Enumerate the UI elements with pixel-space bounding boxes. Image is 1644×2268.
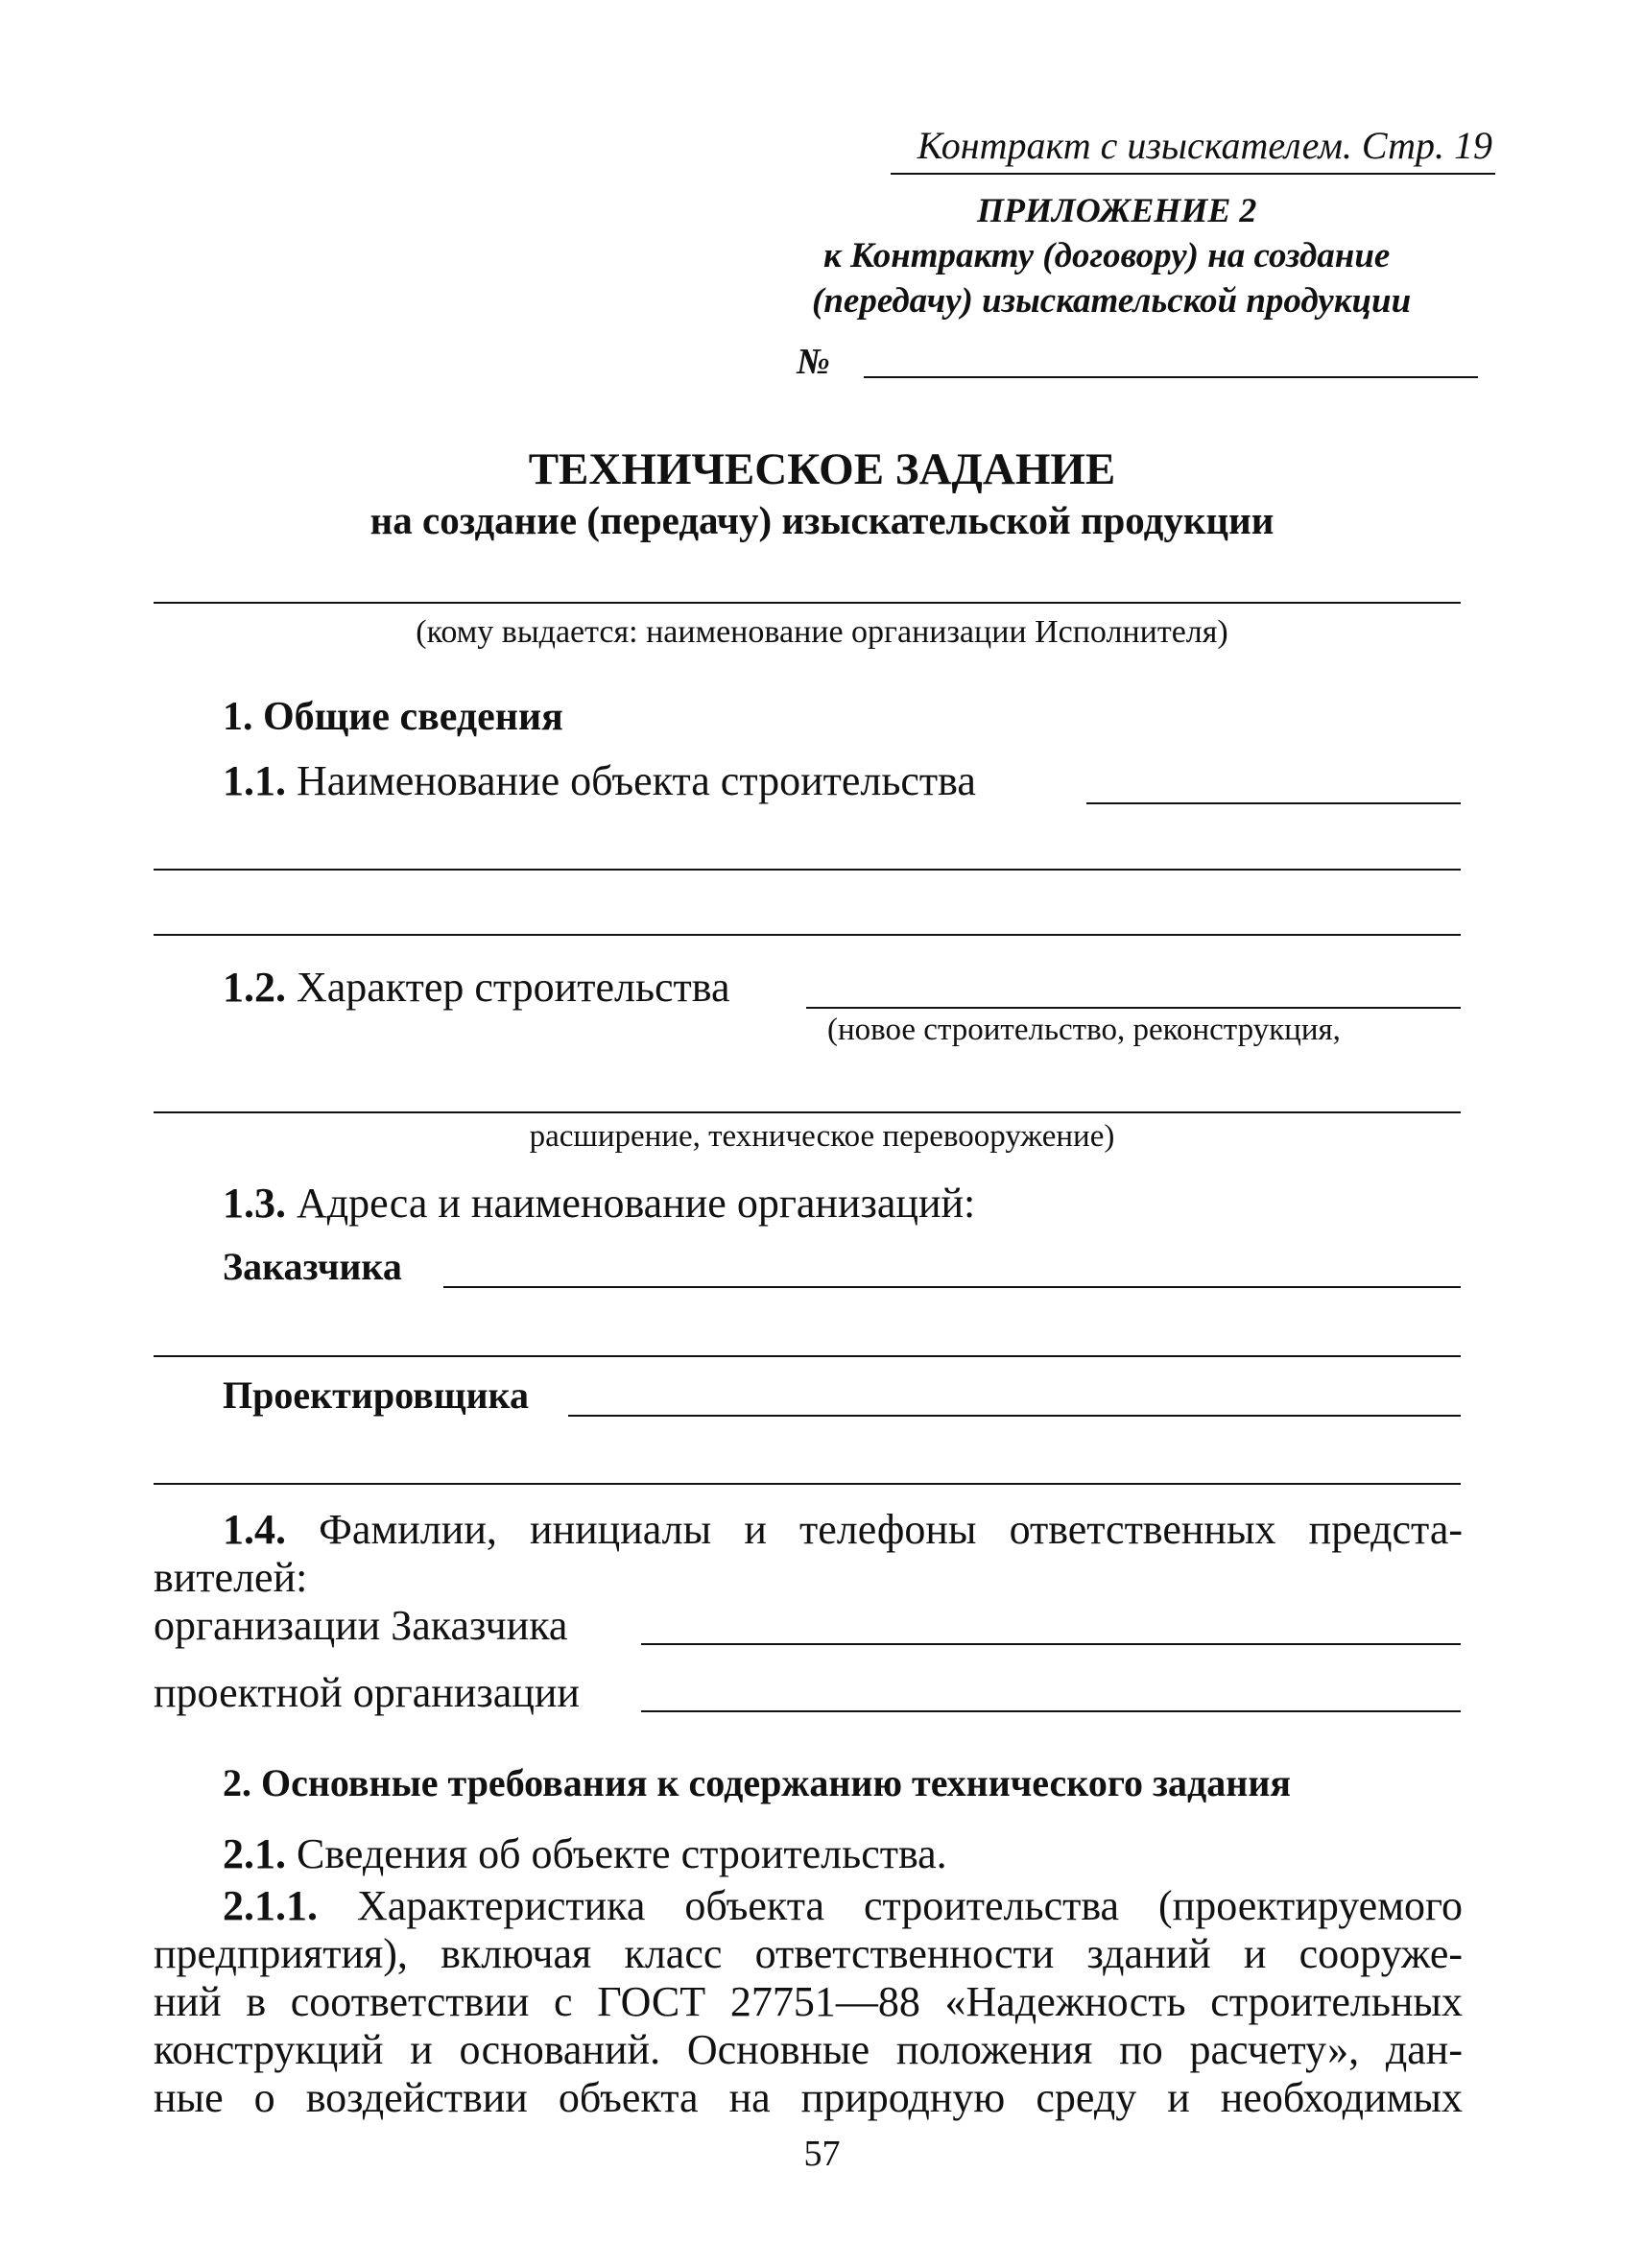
customer-field (443, 1286, 1461, 1288)
appendix-title: ПРИЛОЖЕНИЕ 2 (977, 191, 1257, 229)
object-name-line-2 (154, 869, 1461, 871)
item-2-1-1-number: 2.1.1. (223, 1882, 318, 1929)
item-1-3 (223, 1179, 975, 1228)
designer-field (568, 1415, 1461, 1417)
item-1-2 (223, 963, 730, 1012)
section-1-heading: 1. Общие сведения (223, 695, 563, 739)
appendix-line-1: к Контракту (договору) на создание (823, 236, 1391, 275)
item-2-1-1-text: Характеристика объекта строительства (проектируемого (356, 1882, 1463, 1929)
item-1-1 (223, 756, 976, 805)
item-1-4-number: 1.4. (223, 1506, 286, 1553)
number-field (864, 376, 1478, 378)
issued-to-caption: (кому выдается: наименование организации Исполнителя) (416, 614, 1228, 650)
designer-label: Проектировщика (223, 1373, 529, 1417)
running-head: Контракт с изыскателем. Стр. 19 (917, 124, 1492, 167)
design-org-label: проектной организации (154, 1669, 580, 1716)
item-1-4-text: Фамилии, инициалы и телефоны ответственных предста- (319, 1506, 1464, 1553)
item-1-3-label: Адреса и наименование организаций: (297, 1180, 976, 1227)
item-2-1-1-line-1 (223, 1881, 1463, 1930)
item-1-2-number: 1.2. (223, 964, 286, 1011)
issued-to-field (154, 602, 1461, 604)
item-2-1 (223, 1829, 947, 1878)
appendix-line-2: (передачу) изыскательской продукции (812, 281, 1412, 321)
design-org-field (641, 1710, 1461, 1712)
item-2-1-1-line-5: ные о воздействии объекта на природную среду и необходимых (154, 2074, 1463, 2121)
object-name-field (1086, 802, 1461, 804)
object-name-line-3 (154, 934, 1461, 936)
construction-type-field (806, 1007, 1461, 1009)
item-2-1-text: Сведения об объекте строительства. (297, 1830, 947, 1877)
document-title: ТЕХНИЧЕСКОЕ ЗАДАНИЕ (528, 444, 1116, 494)
construction-type-line-2 (154, 1111, 1461, 1113)
number-label: № (797, 342, 830, 382)
designer-line-2 (154, 1483, 1461, 1485)
customer-org-field (641, 1643, 1461, 1645)
item-1-4-line-1 (223, 1505, 1463, 1554)
document-subtitle: на создание (передачу) изыскательской продукции (369, 498, 1275, 542)
page-number: 57 (803, 2134, 841, 2174)
construction-type-hint-1: (новое строительство, реконструкция, (827, 1013, 1341, 1047)
section-2-heading: 2. Основные требования к содержанию технического задания (223, 1761, 1292, 1804)
item-2-1-1-line-3: ний в соответствии с ГОСТ 27751—88 «Надежность строительных (154, 1978, 1463, 2025)
customer-line-2 (154, 1355, 1461, 1357)
running-head-rule (891, 173, 1495, 175)
construction-type-hint-2: расширение, техническое перевооружение) (529, 1119, 1115, 1154)
item-1-2-label: Характер строительства (297, 964, 730, 1011)
customer-org-label: организации Заказчика (154, 1602, 568, 1649)
item-1-4-line-2: вителей: (154, 1554, 308, 1601)
item-1-3-number: 1.3. (223, 1180, 286, 1227)
item-2-1-number: 2.1. (223, 1830, 286, 1877)
item-2-1-1-line-4: конструкций и оснований. Основные положения по расчету», дан- (154, 2026, 1463, 2073)
item-2-1-1-line-2: предприятия), включая класс ответственности зданий и сооруже- (154, 1930, 1463, 1977)
item-1-1-label: Наименование объекта строительства (297, 757, 976, 804)
customer-label: Заказчика (223, 1245, 402, 1288)
item-1-1-number: 1.1. (223, 757, 286, 804)
